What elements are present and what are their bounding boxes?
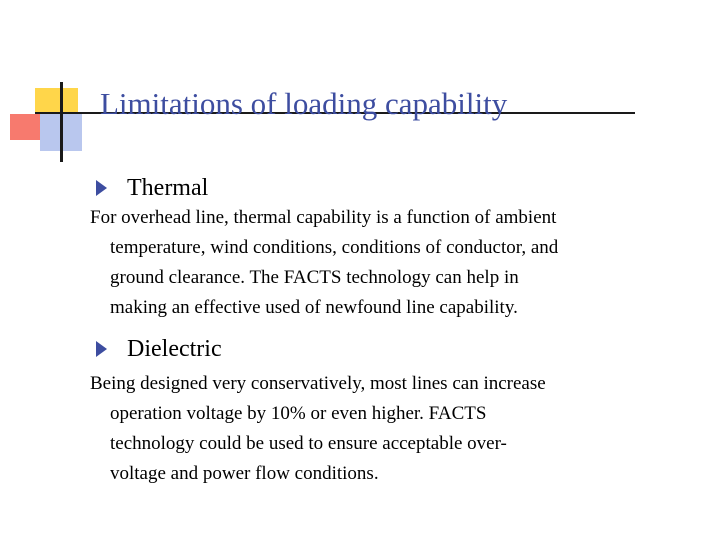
bullet-arrow-icon (96, 180, 107, 196)
paragraph-line: temperature, wind conditions, conditions of conductor, and (110, 237, 559, 258)
bullet-label: Thermal (127, 175, 209, 201)
paragraph-line: Being designed very conservatively, most lines can increase (90, 373, 546, 394)
slide-title: Limitations of loading capability (100, 86, 508, 121)
bullet-thermal (96, 176, 208, 200)
paragraph-line: operation voltage by 10% or even higher. FACTS (110, 403, 487, 424)
paragraph-line: ground clearance. The FACTS technology can help in (110, 267, 519, 288)
paragraph-line: For overhead line, thermal capability is a function of ambient (90, 207, 557, 228)
decorative-vertical-line (60, 82, 63, 162)
bullet-dielectric (96, 337, 222, 361)
bullet-label: Dielectric (127, 336, 222, 362)
paragraph-line: making an effective used of newfound line capability. (110, 297, 518, 318)
thermal-paragraph (90, 203, 715, 323)
dielectric-paragraph (90, 369, 715, 489)
bullet-arrow-icon (96, 341, 107, 357)
paragraph-line: voltage and power flow conditions. (110, 463, 379, 484)
paragraph-line: technology could be used to ensure acceptable over- (110, 433, 507, 454)
